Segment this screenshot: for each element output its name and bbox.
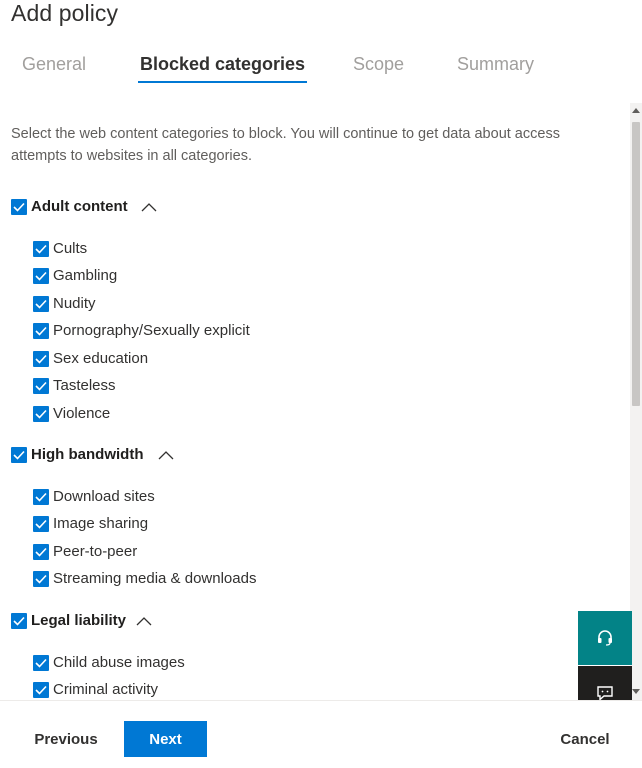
checkmark-icon <box>35 354 47 364</box>
item-checkbox-streaming-media[interactable] <box>33 571 49 587</box>
checkmark-icon <box>35 409 47 419</box>
checkmark-icon <box>35 574 47 584</box>
item-label-gambling: Gambling <box>53 267 118 284</box>
item-label-download-sites: Download sites <box>53 488 155 505</box>
checkmark-icon <box>13 202 25 212</box>
group-label-legal-liability: Legal liability <box>31 612 127 629</box>
description: Select the web content categories to block. You will continue to get data about access attempts to websites in all categories. <box>11 126 560 164</box>
cancel-button[interactable]: Cancel <box>560 730 610 748</box>
group-checkbox-legal-liability[interactable] <box>11 613 27 629</box>
item-label-child-abuse-images: Child abuse images <box>53 654 185 671</box>
checkmark-icon <box>35 547 47 557</box>
item-checkbox-criminal-activity[interactable] <box>33 682 49 698</box>
item-checkbox-tasteless[interactable] <box>33 378 49 394</box>
footer <box>0 700 642 768</box>
checkmark-icon <box>35 519 47 529</box>
checkmark-icon <box>13 616 25 626</box>
scrollbar-thumb[interactable] <box>632 122 640 406</box>
item-label-tasteless: Tasteless <box>53 377 116 394</box>
scroll-down-icon[interactable] <box>632 689 640 694</box>
tab-general[interactable]: General <box>22 54 87 74</box>
scroll-up-icon[interactable] <box>632 108 640 113</box>
item-checkbox-nudity[interactable] <box>33 296 49 312</box>
item-checkbox-image-sharing[interactable] <box>33 516 49 532</box>
item-label-cults: Cults <box>53 240 88 257</box>
item-checkbox-cults[interactable] <box>33 241 49 257</box>
tab-bar <box>0 52 642 86</box>
item-label-image-sharing: Image sharing <box>53 515 149 532</box>
item-label-sex-education: Sex education <box>53 350 149 367</box>
item-label-nudity: Nudity <box>53 295 96 312</box>
item-label-violence: Violence <box>53 405 111 422</box>
checkmark-icon <box>13 450 25 460</box>
checkmark-icon <box>35 271 47 281</box>
item-label-criminal-activity: Criminal activity <box>53 681 159 698</box>
checkmark-icon <box>35 381 47 391</box>
help-button[interactable] <box>578 611 632 665</box>
checkmark-icon <box>35 492 47 502</box>
tab-blocked-categories[interactable]: Blocked categories <box>140 52 305 84</box>
item-checkbox-peer-to-peer[interactable] <box>33 544 49 560</box>
item-checkbox-download-sites[interactable] <box>33 489 49 505</box>
next-button[interactable]: Next <box>124 721 207 757</box>
item-label-pornography: Pornography/Sexually explicit <box>53 322 250 339</box>
checkmark-icon <box>35 685 47 695</box>
group-label-adult-content: Adult content <box>31 198 128 215</box>
previous-button[interactable]: Previous <box>34 730 98 748</box>
checkmark-icon <box>35 658 47 668</box>
checkmark-icon <box>35 299 47 309</box>
tab-summary[interactable]: Summary <box>457 54 535 74</box>
page-title: Add policy <box>11 0 119 26</box>
item-checkbox-violence[interactable] <box>33 406 49 422</box>
scroll-content <box>0 103 630 700</box>
item-label-peer-to-peer: Peer-to-peer <box>53 543 138 560</box>
chevron-up-icon[interactable] <box>135 615 153 627</box>
headset-icon <box>596 629 614 647</box>
checkmark-icon <box>35 244 47 254</box>
chevron-up-icon[interactable] <box>140 201 158 213</box>
item-checkbox-pornography[interactable] <box>33 323 49 339</box>
chevron-up-icon[interactable] <box>157 449 175 461</box>
tab-scope[interactable]: Scope <box>353 54 405 74</box>
item-checkbox-sex-education[interactable] <box>33 351 49 367</box>
item-checkbox-child-abuse-images[interactable] <box>33 655 49 671</box>
item-checkbox-gambling[interactable] <box>33 268 49 284</box>
group-label-high-bandwidth: High bandwidth <box>31 446 144 463</box>
item-label-streaming-media: Streaming media & downloads <box>53 570 257 587</box>
checkmark-icon <box>35 326 47 336</box>
group-checkbox-high-bandwidth[interactable] <box>11 447 27 463</box>
group-checkbox-adult-content[interactable] <box>11 199 27 215</box>
